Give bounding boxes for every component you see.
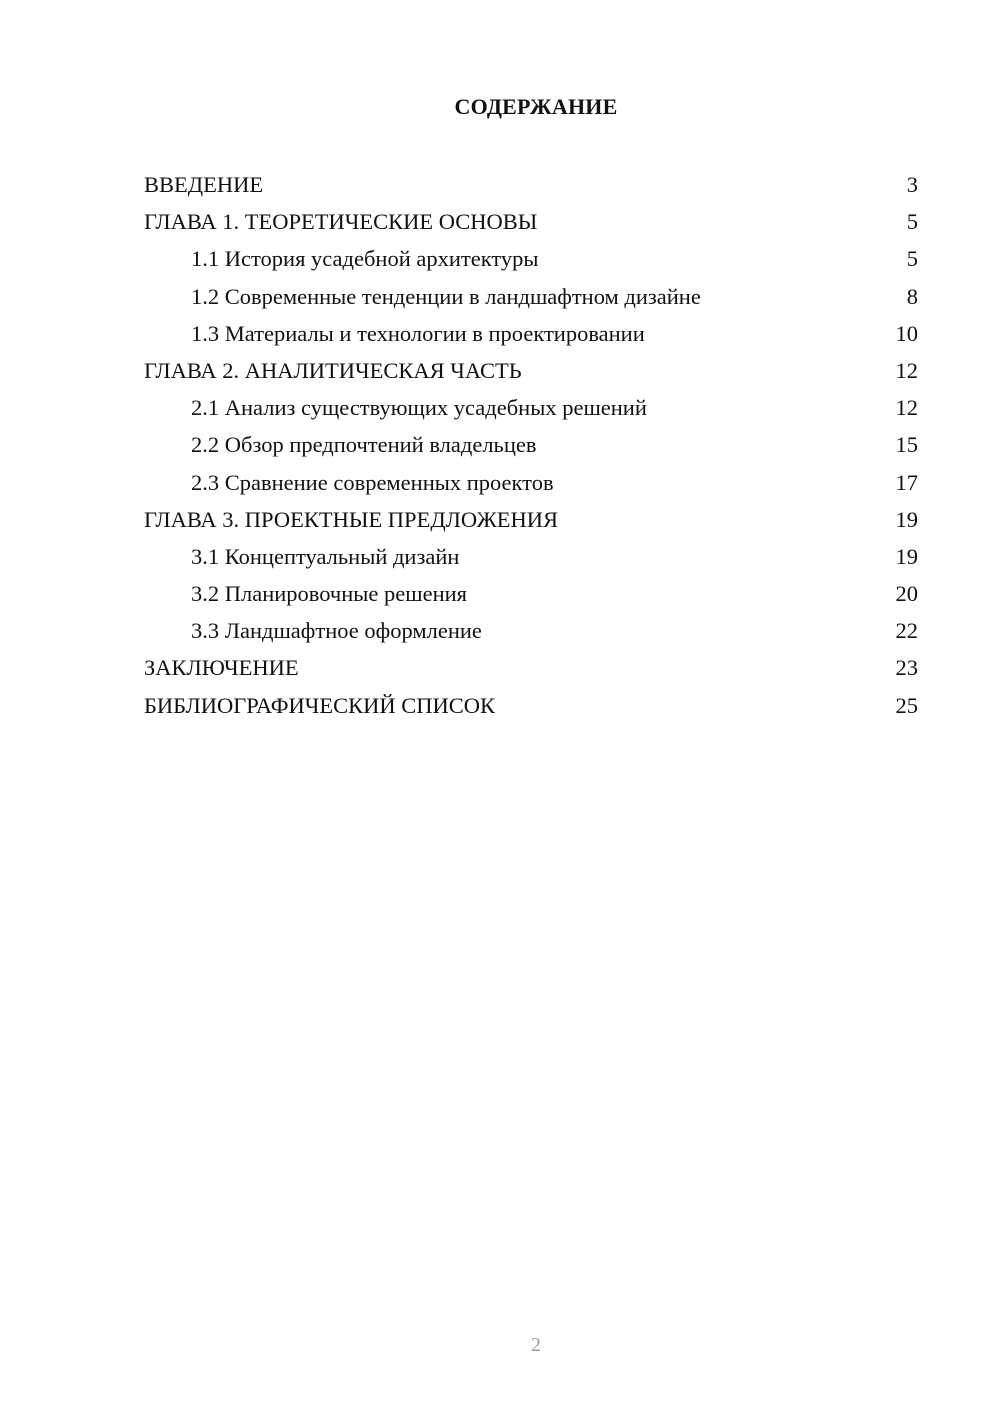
toc-entry-label: 3.1 Концептуальный дизайн [191, 543, 460, 569]
toc-entry-page: 20 [895, 581, 918, 607]
toc-entry-page: 22 [895, 618, 918, 644]
toc-entry-section-1-2[interactable] [144, 278, 918, 315]
toc-entry-page: 23 [895, 655, 918, 681]
toc-entry-page: 19 [895, 506, 918, 532]
toc-entry-section-3-3[interactable] [144, 612, 918, 649]
toc-entry-label: ГЛАВА 3. ПРОЕКТНЫЕ ПРЕДЛОЖЕНИЯ [144, 506, 559, 532]
toc-entry-page: 19 [895, 543, 918, 569]
toc-entry-conclusion[interactable] [144, 649, 918, 686]
toc-entry-label: БИБЛИОГРАФИЧЕСКИЙ СПИСОК [144, 692, 496, 718]
toc-entry-page: 25 [895, 692, 918, 718]
toc-entry-page: 8 [906, 283, 918, 309]
toc-entry-introduction[interactable] [144, 166, 918, 203]
toc-entry-label: ВВЕДЕНИЕ [144, 172, 264, 197]
toc-entry-section-1-3[interactable] [144, 315, 918, 352]
toc-entry-label: ЗАКЛЮЧЕНИЕ [144, 655, 299, 681]
toc-entry-chapter-2[interactable] [144, 352, 918, 389]
toc-entry-section-2-1[interactable] [144, 389, 918, 426]
toc-entry-page: 5 [906, 209, 918, 235]
toc-entry-section-2-2[interactable] [144, 426, 918, 463]
toc-entry-page: 12 [895, 357, 918, 383]
toc-entry-section-1-1[interactable] [144, 240, 918, 277]
toc-entry-label: 2.2 Обзор предпочтений владельцев [191, 432, 537, 458]
toc-entry-page: 10 [895, 320, 918, 346]
toc-entry-chapter-1[interactable] [144, 203, 918, 240]
toc-entry-page: 12 [895, 395, 918, 421]
toc-entry-section-2-3[interactable] [144, 464, 918, 501]
toc-entry-bibliography[interactable] [144, 687, 918, 724]
toc-entry-page: 3 [906, 172, 918, 197]
toc-entry-page: 5 [906, 246, 918, 272]
toc-entry-page: 15 [895, 432, 918, 458]
toc-entry-label: 2.1 Анализ существующих усадебных решений [191, 395, 647, 421]
page-number: 2 [531, 1334, 541, 1356]
toc-entry-chapter-3[interactable] [144, 501, 918, 538]
page-title: СОДЕРЖАНИЕ [454, 94, 618, 119]
toc-entry-label: 1.3 Материалы и технологии в проектировании [191, 320, 645, 346]
toc-entry-section-3-1[interactable] [144, 538, 918, 575]
toc-entry-section-3-2[interactable] [144, 575, 918, 612]
toc-entry-label: ГЛАВА 1. ТЕОРЕТИЧЕСКИЕ ОСНОВЫ [144, 209, 538, 235]
table-of-contents [144, 166, 918, 724]
toc-entry-label: 1.2 Современные тенденции в ландшафтном дизайне [191, 283, 701, 309]
toc-entry-label: 3.2 Планировочные решения [191, 581, 467, 607]
toc-entry-label: 1.1 История усадебной архитектуры [191, 246, 539, 272]
toc-entry-label: ГЛАВА 2. АНАЛИТИЧЕСКАЯ ЧАСТЬ [144, 357, 522, 383]
toc-entry-page: 17 [895, 469, 918, 495]
toc-entry-label: 3.3 Ландшафтное оформление [191, 618, 482, 644]
toc-entry-label: 2.3 Сравнение современных проектов [191, 469, 554, 495]
